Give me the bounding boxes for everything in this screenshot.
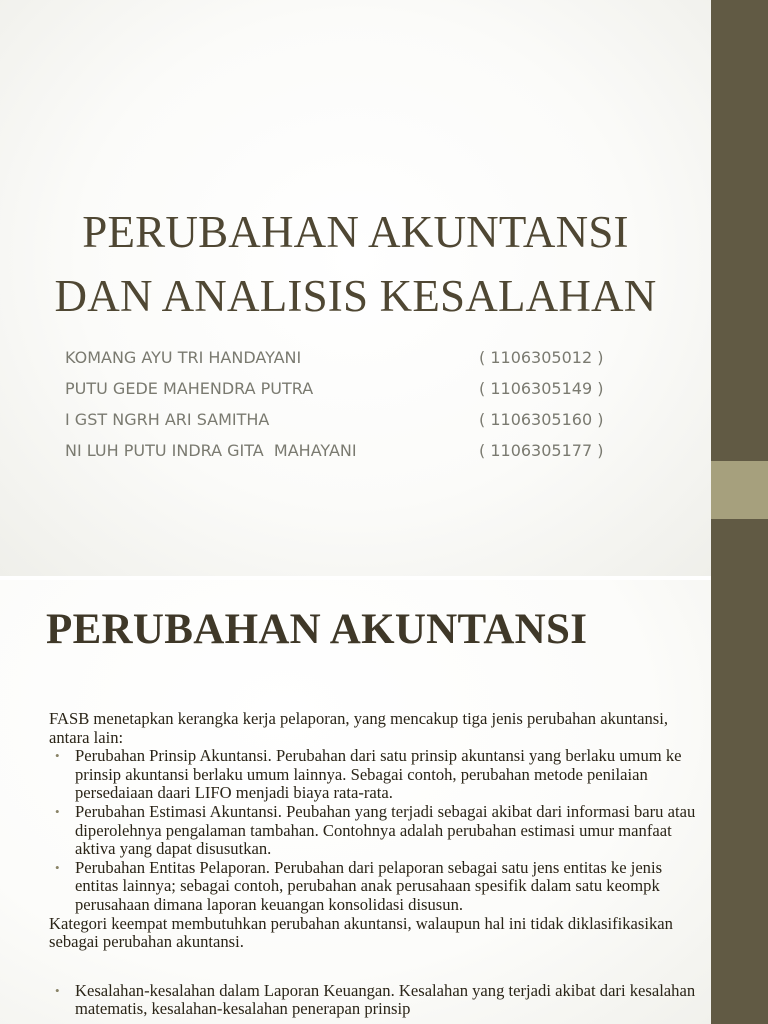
- bullet-icon: •: [55, 859, 60, 875]
- category-paragraph: Kategori keempat membutuhkan perubahan akuntansi, walaupun hal ini tidak diklasifikasikan sebagai perubahan akuntansi.: [49, 913, 673, 952]
- member-row: [65, 373, 665, 404]
- member-id: ( 1106305012 ): [479, 348, 604, 367]
- slide-title: [0, 200, 711, 328]
- list-item-text: Perubahan Prinsip Akuntansi. Perubahan dari satu prinsip akuntansi yang berlaku umum ke prinsip akuntansi berlaku umum lainnya. Sebagai contoh, perubahan metode penilaian persedaiaan daari LIFO menjadi biaya rata-rata.: [75, 746, 682, 803]
- change-type-list: [49, 747, 699, 914]
- member-name: I GST NGRH ARI SAMITHA: [65, 410, 270, 429]
- member-row: [65, 342, 665, 373]
- bullet-icon: •: [55, 748, 60, 764]
- list-item: [49, 859, 699, 915]
- list-item-text: Kesalahan-kesalahan dalam Laporan Keuangan. Kesalahan yang terjadi akibat dari kesalahan matematis, kesalahan-kesalahan penerapan prinsip: [75, 980, 696, 1019]
- intro-paragraph: FASB menetapkan kerangka kerja pelaporan, yang mencakup tiga jenis perubahan akuntansi, antara lain:: [49, 709, 668, 747]
- member-row: [65, 404, 665, 435]
- list-item: [49, 982, 699, 1019]
- error-list: [49, 982, 699, 1019]
- list-item-text: Perubahan Entitas Pelaporan. Perubahan dari pelaporan sebagai satu jens entitas ke jenis entitas lainnya; sebagai contoh, perubahan anak perusahaan spesifik dalam satu keompk perusahaan dimana laporan keuangan konsolidasi disusun.: [75, 857, 663, 914]
- member-id: ( 1106305177 ): [479, 441, 604, 460]
- slide-sidebar-bar: [711, 0, 768, 1024]
- slide-heading: PERUBAHAN AKUNTANSI: [46, 606, 588, 653]
- list-item-text: Perubahan Estimasi Akuntansi. Peubahan yang terjadi sebagai akibat dari informasi baru atau diperolehnya pengalaman tambahan. Contohnya adalah perubahan estimasi umur manfaat aktiva yang dapat disusutkan.: [75, 801, 696, 859]
- content-slide: [0, 580, 711, 1024]
- list-item: [49, 747, 699, 803]
- member-name: NI LUH PUTU INDRA GITA MAHAYANI: [65, 441, 357, 460]
- title-line-1: PERUBAHAN AKUNTANSI: [82, 207, 629, 257]
- member-id: ( 1106305149 ): [479, 379, 604, 398]
- member-name: KOMANG AYU TRI HANDAYANI: [65, 348, 302, 367]
- member-name: PUTU GEDE MAHENDRA PUTRA: [65, 379, 314, 398]
- member-row: [65, 435, 665, 466]
- bullet-icon: •: [55, 803, 60, 819]
- member-id: ( 1106305160 ): [479, 410, 604, 429]
- bullet-icon: •: [55, 982, 60, 998]
- slide-body: [49, 710, 699, 1019]
- member-list: [65, 342, 665, 466]
- list-item: [49, 803, 699, 859]
- sidebar-accent-block: [711, 461, 768, 519]
- title-line-2: DAN ANALISIS KESALAHAN: [54, 271, 657, 321]
